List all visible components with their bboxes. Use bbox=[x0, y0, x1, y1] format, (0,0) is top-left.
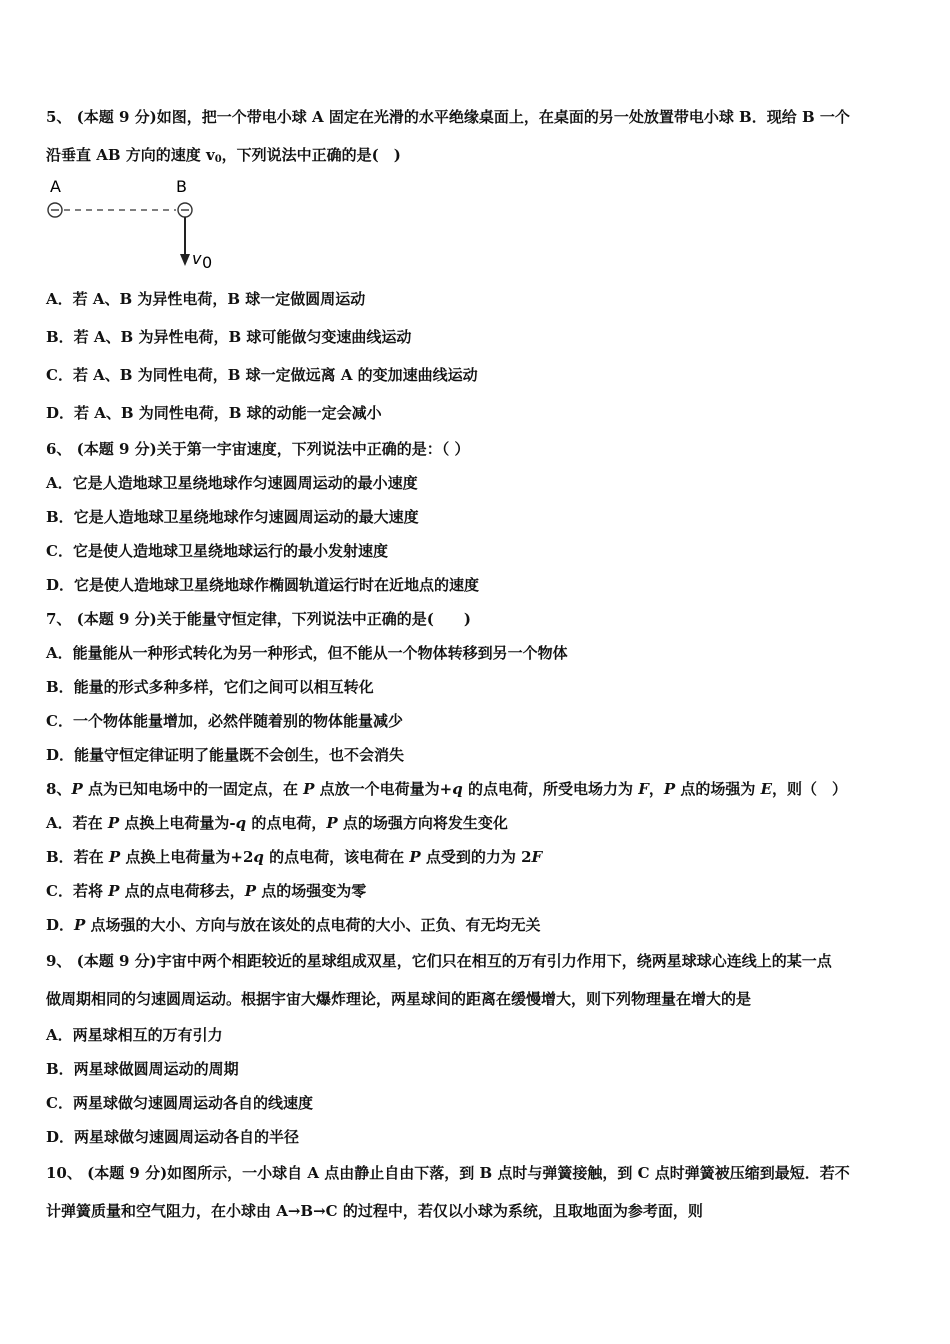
label-a: A bbox=[50, 177, 61, 196]
question-6-option-c: C．它是使人造地球卫星绕地球运行的最小发射速度 bbox=[46, 542, 388, 560]
question-10-stem-line-1: 10、 (本题 9 分)如图所示，一小球自 A 点由静止自由下落，到 B 点时与弹簧接触，到 C 点时弹簧被压缩到最短．若不 bbox=[46, 1164, 850, 1182]
question-8-stem: 8、P 点为已知电场中的一固定点，在 P 点放一个电荷量为+q 的点电荷，所受电场力为 F，P 点的场强为 E，则（ ） bbox=[46, 780, 848, 798]
question-9-option-a: A．两星球相互的万有引力 bbox=[46, 1026, 223, 1044]
question-9-option-d: D．两星球做匀速圆周运动各自的半径 bbox=[46, 1128, 300, 1146]
charges-diagram bbox=[46, 176, 246, 276]
question-9-options bbox=[46, 1018, 908, 1154]
question-8-option-d: D．P 点场强的大小、方向与放在该处的点电荷的大小、正负、有无均无关 bbox=[46, 916, 541, 934]
question-6-option-d: D．它是使人造地球卫星绕地球作椭圆轨道运行时在近地点的速度 bbox=[46, 576, 480, 594]
question-8-option-c: C．若将 P 点的点电荷移去，P 点的场强变为零 bbox=[46, 882, 367, 900]
label-v-sub: 0 bbox=[202, 253, 213, 272]
question-5-option-b: B．若 A、B 为异性电荷，B 球可能做匀变速曲线运动 bbox=[46, 328, 412, 346]
question-8-option-a: A．若在 P 点换上电荷量为-q 的点电荷，P 点的场强方向将发生变化 bbox=[46, 814, 508, 832]
question-6-option-a: A．它是人造地球卫星绕地球作匀速圆周运动的最小速度 bbox=[46, 474, 418, 492]
question-8 bbox=[46, 772, 908, 942]
exam-page bbox=[46, 98, 908, 1230]
label-b: B bbox=[176, 177, 187, 196]
question-7-option-b: B．能量的形式多种多样，它们之间可以相互转化 bbox=[46, 678, 374, 696]
question-7-option-d: D．能量守恒定律证明了能量既不会创生，也不会消失 bbox=[46, 746, 405, 764]
question-8-option-b: B．若在 P 点换上电荷量为+2q 的点电荷，该电荷在 P 点受到的力为 2F bbox=[46, 848, 543, 866]
question-5 bbox=[46, 98, 908, 432]
question-6-stem: 6、 (本题 9 分)关于第一宇宙速度，下列说法中正确的是：（ ） bbox=[46, 440, 470, 458]
question-9-stem-line-2: 做周期相同的匀速圆周运动。根据宇宙大爆炸理论，两星球间的距离在缓慢增大，则下列物理量在增大的是 bbox=[46, 990, 752, 1008]
question-7-option-a: A．能量能从一种形式转化为另一种形式，但不能从一个物体转移到另一个物体 bbox=[46, 644, 568, 662]
question-5-option-c: C．若 A、B 为同性电荷，B 球一定做远离 A 的变加速曲线运动 bbox=[46, 366, 478, 384]
question-7-stem: 7、 (本题 9 分)关于能量守恒定律，下列说法中正确的是( ) bbox=[46, 610, 471, 628]
question-6-option-b: B．它是人造地球卫星绕地球作匀速圆周运动的最大速度 bbox=[46, 508, 419, 526]
label-v: v bbox=[192, 249, 202, 268]
question-9-option-b: B．两星球做圆周运动的周期 bbox=[46, 1060, 239, 1078]
question-10 bbox=[46, 1154, 908, 1230]
question-7-option-c: C．一个物体能量增加，必然伴随着别的物体能量减少 bbox=[46, 712, 403, 730]
question-10-stem-line-2: 计弹簧质量和空气阻力，在小球由 A→B→C 的过程中，若仅以小球为系统，且取地面为参考面，则 bbox=[46, 1202, 703, 1220]
question-5-option-d: D．若 A、B 为同性电荷，B 球的动能一定会减小 bbox=[46, 404, 382, 422]
question-6 bbox=[46, 432, 908, 602]
question-9-stem-line-1: 9、 (本题 9 分)宇宙中两个相距较近的星球组成双星，它们只在相互的万有引力作用下，绕两星球球心连线上的某一点 bbox=[46, 952, 832, 970]
question-7 bbox=[46, 602, 908, 772]
question-5-figure bbox=[46, 176, 908, 276]
question-5-stem-line-1: 5、 (本题 9 分)如图，把一个带电小球 A 固定在光滑的水平绝缘桌面上，在桌面的另一处放置带电小球 B．现给 B 一个 bbox=[46, 108, 850, 126]
question-9 bbox=[46, 942, 908, 1018]
question-5-option-a: A．若 A、B 为异性电荷，B 球一定做圆周运动 bbox=[46, 290, 366, 308]
question-9-option-c: C．两星球做匀速圆周运动各自的线速度 bbox=[46, 1094, 313, 1112]
question-5-stem-line-2: 沿垂直 AB 方向的速度 $v_0$，下列说法中正确的是( ) bbox=[46, 146, 401, 165]
